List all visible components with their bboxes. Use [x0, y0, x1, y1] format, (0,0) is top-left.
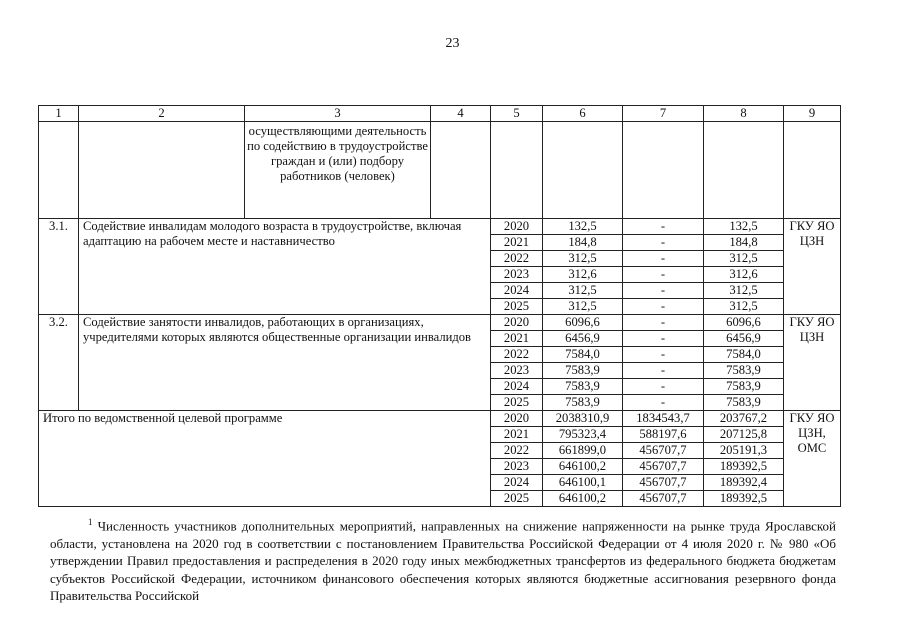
- year-cell: 2020: [491, 315, 543, 331]
- continuation-text: осуществляющими деятельность по содействию в трудоустройстве граждан и (или) подбору работников (человек): [245, 122, 431, 219]
- total-amount-cell: 312,6: [543, 267, 623, 283]
- header-cell: 2: [79, 106, 245, 122]
- federal-amount-cell: 588197,6: [623, 427, 704, 443]
- total-amount-cell: 795323,4: [543, 427, 623, 443]
- regional-amount-cell: 7583,9: [704, 395, 784, 411]
- total-amount-cell: 7583,9: [543, 379, 623, 395]
- header-row: [39, 106, 841, 122]
- continuation-row: [39, 122, 841, 219]
- item-name: Содействие занятости инвалидов, работающих в организациях, учредителями которых являются общественные организации инвалидов: [79, 315, 491, 411]
- federal-amount-cell: 456707,7: [623, 491, 704, 507]
- regional-amount-cell: 7584,0: [704, 347, 784, 363]
- header-cell: 6: [543, 106, 623, 122]
- total-amount-cell: 7584,0: [543, 347, 623, 363]
- total-amount-cell: 7583,9: [543, 395, 623, 411]
- year-cell: 2025: [491, 395, 543, 411]
- regional-amount-cell: 7583,9: [704, 379, 784, 395]
- table-body: [39, 106, 841, 507]
- federal-amount-cell: 456707,7: [623, 459, 704, 475]
- total-amount-cell: 6456,9: [543, 331, 623, 347]
- year-cell: 2024: [491, 475, 543, 491]
- year-cell: 2022: [491, 443, 543, 459]
- table-row: [39, 315, 841, 331]
- federal-amount-cell: -: [623, 267, 704, 283]
- federal-amount-cell: -: [623, 283, 704, 299]
- table-row: [39, 411, 841, 427]
- total-amount-cell: 312,5: [543, 251, 623, 267]
- regional-amount-cell: 189392,5: [704, 491, 784, 507]
- regional-amount-cell: 7583,9: [704, 363, 784, 379]
- year-cell: 2021: [491, 427, 543, 443]
- executor-cell: ГКУ ЯО ЦЗН: [784, 219, 841, 315]
- federal-amount-cell: -: [623, 347, 704, 363]
- regional-amount-cell: 312,6: [704, 267, 784, 283]
- header-cell: 3: [245, 106, 431, 122]
- total-amount-cell: 6096,6: [543, 315, 623, 331]
- federal-amount-cell: -: [623, 235, 704, 251]
- regional-amount-cell: 205191,3: [704, 443, 784, 459]
- total-executor-cell: ГКУ ЯО ЦЗН, ОМС: [784, 411, 841, 507]
- total-amount-cell: 132,5: [543, 219, 623, 235]
- header-cell: 1: [39, 106, 79, 122]
- page-number: 23: [445, 36, 460, 51]
- table-row: [39, 219, 841, 235]
- year-cell: 2022: [491, 347, 543, 363]
- total-label: Итого по ведомственной целевой программе: [39, 411, 491, 507]
- federal-amount-cell: -: [623, 219, 704, 235]
- regional-amount-cell: 189392,4: [704, 475, 784, 491]
- item-name: Содействие инвалидам молодого возраста в трудоустройстве, включая адаптацию на рабочем месте и наставничество: [79, 219, 491, 315]
- regional-amount-cell: 189392,5: [704, 459, 784, 475]
- federal-amount-cell: -: [623, 315, 704, 331]
- program-table: [38, 105, 841, 507]
- federal-amount-cell: 456707,7: [623, 475, 704, 491]
- total-amount-cell: 2038310,9: [543, 411, 623, 427]
- header-cell: 7: [623, 106, 704, 122]
- regional-amount-cell: 6096,6: [704, 315, 784, 331]
- federal-amount-cell: -: [623, 299, 704, 315]
- regional-amount-cell: 184,8: [704, 235, 784, 251]
- total-amount-cell: 646100,1: [543, 475, 623, 491]
- year-cell: 2023: [491, 267, 543, 283]
- regional-amount-cell: 312,5: [704, 283, 784, 299]
- year-cell: 2025: [491, 299, 543, 315]
- executor-cell: ГКУ ЯО ЦЗН: [784, 315, 841, 411]
- year-cell: 2023: [491, 363, 543, 379]
- year-cell: 2024: [491, 283, 543, 299]
- header-cell: 4: [431, 106, 491, 122]
- federal-amount-cell: 1834543,7: [623, 411, 704, 427]
- footnote-text: Численность участников дополнительных мероприятий, направленных на снижение напряженности на рынке труда Ярославской области, установлена на 2020 год в соответствии с постановлением Правительства Российской Федерации от 4 июля 2020 г. № 980 «Об утверждении Правил предоставления и распределения в 2020 году иных межбюджетных трансфертов из федерального бюджета бюджетам субъектов Российской Федерации, источником финансового обеспечения которых являются бюджетные ассигнования резервного фонда Правительства Российской: [50, 518, 837, 604]
- regional-amount-cell: 312,5: [704, 251, 784, 267]
- footnote: [50, 514, 836, 605]
- federal-amount-cell: -: [623, 395, 704, 411]
- year-cell: 2021: [491, 235, 543, 251]
- federal-amount-cell: -: [623, 379, 704, 395]
- regional-amount-cell: 207125,8: [704, 427, 784, 443]
- total-amount-cell: 312,5: [543, 283, 623, 299]
- header-cell: 9: [784, 106, 841, 122]
- item-number: 3.2.: [39, 315, 79, 411]
- federal-amount-cell: -: [623, 251, 704, 267]
- year-cell: 2020: [491, 219, 543, 235]
- regional-amount-cell: 203767,2: [704, 411, 784, 427]
- year-cell: 2024: [491, 379, 543, 395]
- header-cell: 8: [704, 106, 784, 122]
- regional-amount-cell: 6456,9: [704, 331, 784, 347]
- year-cell: 2021: [491, 331, 543, 347]
- total-amount-cell: 661899,0: [543, 443, 623, 459]
- year-cell: 2020: [491, 411, 543, 427]
- total-amount-cell: 646100,2: [543, 491, 623, 507]
- total-amount-cell: 184,8: [543, 235, 623, 251]
- federal-amount-cell: -: [623, 331, 704, 347]
- item-number: 3.1.: [39, 219, 79, 315]
- header-cell: 5: [491, 106, 543, 122]
- regional-amount-cell: 132,5: [704, 219, 784, 235]
- federal-amount-cell: -: [623, 363, 704, 379]
- total-amount-cell: 312,5: [543, 299, 623, 315]
- total-amount-cell: 7583,9: [543, 363, 623, 379]
- federal-amount-cell: 456707,7: [623, 443, 704, 459]
- year-cell: 2022: [491, 251, 543, 267]
- total-amount-cell: 646100,2: [543, 459, 623, 475]
- year-cell: 2023: [491, 459, 543, 475]
- footnote-marker: 1: [88, 517, 93, 527]
- regional-amount-cell: 312,5: [704, 299, 784, 315]
- year-cell: 2025: [491, 491, 543, 507]
